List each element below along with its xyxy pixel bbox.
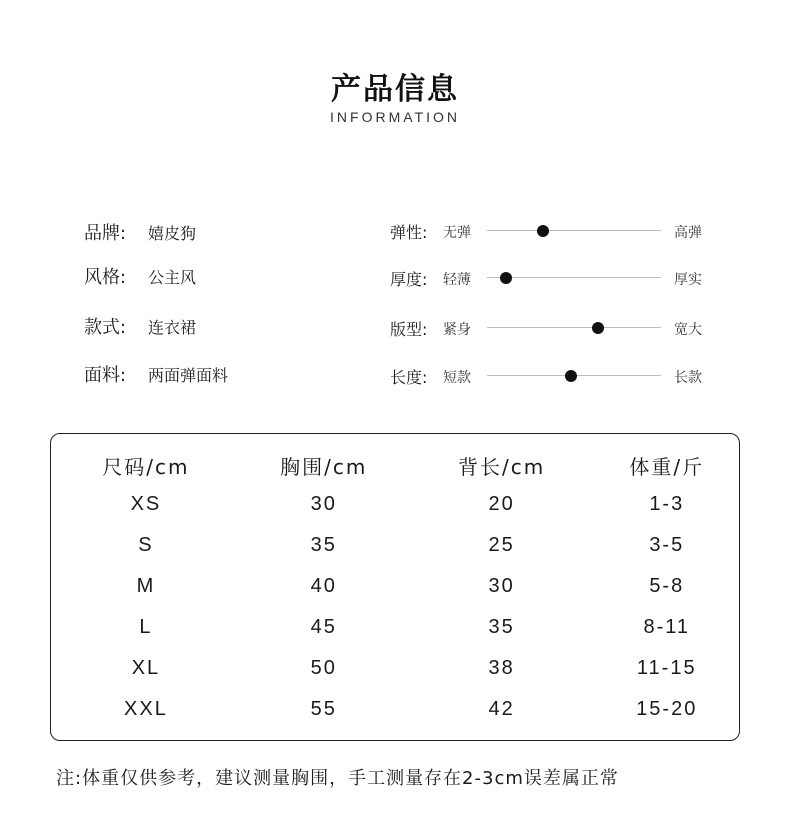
attribute-label: 品牌: <box>84 223 127 244</box>
column-header-size: 尺码/cm <box>102 454 190 479</box>
attribute-type <box>84 314 196 338</box>
attribute-value: 两面弹面料 <box>148 365 229 385</box>
table-cell: 40 <box>310 575 337 597</box>
table-row <box>57 648 743 689</box>
attribute-value: 公主风 <box>148 267 197 287</box>
slider-max-label: 厚实 <box>674 272 702 288</box>
slider-track <box>487 277 661 278</box>
slider-min-label: 紧身 <box>443 322 471 338</box>
table-cell: 45 <box>310 616 337 638</box>
attribute-label: 款式: <box>84 317 127 338</box>
slider-track <box>487 327 661 328</box>
table-cell: L <box>139 616 153 638</box>
table-cell: 8-11 <box>643 616 691 638</box>
table-cell: 5-8 <box>649 575 685 597</box>
attribute-label: 风格: <box>84 267 127 288</box>
slider-length <box>390 363 710 387</box>
slider-label: 厚度: <box>390 270 428 289</box>
table-cell: 30 <box>488 575 515 597</box>
slider-label: 版型: <box>390 320 428 339</box>
table-cell: 3-5 <box>649 534 685 556</box>
slider-knob <box>500 272 512 284</box>
table-cell: 38 <box>488 657 515 679</box>
table-row <box>57 607 743 648</box>
table-cell: 11-15 <box>636 657 697 679</box>
table-cell: 20 <box>488 493 515 515</box>
slider-label: 弹性: <box>390 223 428 242</box>
attribute-label: 面料: <box>84 365 127 386</box>
footnote: 注:体重仅供参考，建议测量胸围，手工测量存在2-3cm误差属正常 <box>56 768 619 789</box>
table-cell: M <box>136 575 156 597</box>
slider-knob <box>565 370 577 382</box>
slider-track <box>487 230 661 231</box>
table-cell: XXL <box>124 698 168 720</box>
page-title: 产品信息 <box>331 72 459 107</box>
table-cell: 30 <box>310 493 337 515</box>
table-cell: XS <box>130 493 162 515</box>
slider-max-label: 长款 <box>674 370 702 386</box>
table-cell: 50 <box>310 657 337 679</box>
table-cell: 1-3 <box>649 493 685 515</box>
size-chart <box>50 433 740 741</box>
size-table <box>57 446 743 730</box>
attribute-style <box>84 264 196 288</box>
column-header-chest: 胸围/cm <box>280 454 368 479</box>
column-header-back-length: 背长/cm <box>458 454 546 479</box>
slider-max-label: 宽大 <box>674 322 702 338</box>
attribute-fabric <box>84 362 228 386</box>
table-cell: 35 <box>488 616 515 638</box>
table-row <box>57 689 743 730</box>
slider-elasticity <box>390 218 710 242</box>
slider-min-label: 短款 <box>443 370 471 386</box>
table-row <box>57 566 743 607</box>
slider-label: 长度: <box>390 368 428 387</box>
table-cell: 55 <box>310 698 337 720</box>
table-cell: 35 <box>310 534 337 556</box>
table-cell: 42 <box>488 698 515 720</box>
slider-min-label: 无弹 <box>443 225 471 241</box>
table-header-row <box>57 446 743 484</box>
attribute-value: 嬉皮狗 <box>148 223 197 243</box>
page-subtitle: INFORMATION <box>330 109 460 125</box>
table-row <box>57 484 743 525</box>
table-cell: 25 <box>488 534 515 556</box>
slider-thickness <box>390 265 710 289</box>
table-row <box>57 525 743 566</box>
slider-knob <box>537 225 549 237</box>
table-cell: 15-20 <box>636 698 698 720</box>
table-cell: XL <box>131 657 161 679</box>
slider-min-label: 轻薄 <box>443 272 471 288</box>
attribute-value: 连衣裙 <box>148 317 197 337</box>
slider-max-label: 高弹 <box>674 225 702 241</box>
slider-knob <box>592 322 604 334</box>
table-cell: S <box>138 534 154 556</box>
column-header-weight: 体重/斤 <box>629 454 705 479</box>
slider-fit <box>390 315 710 339</box>
attribute-brand <box>84 220 196 244</box>
